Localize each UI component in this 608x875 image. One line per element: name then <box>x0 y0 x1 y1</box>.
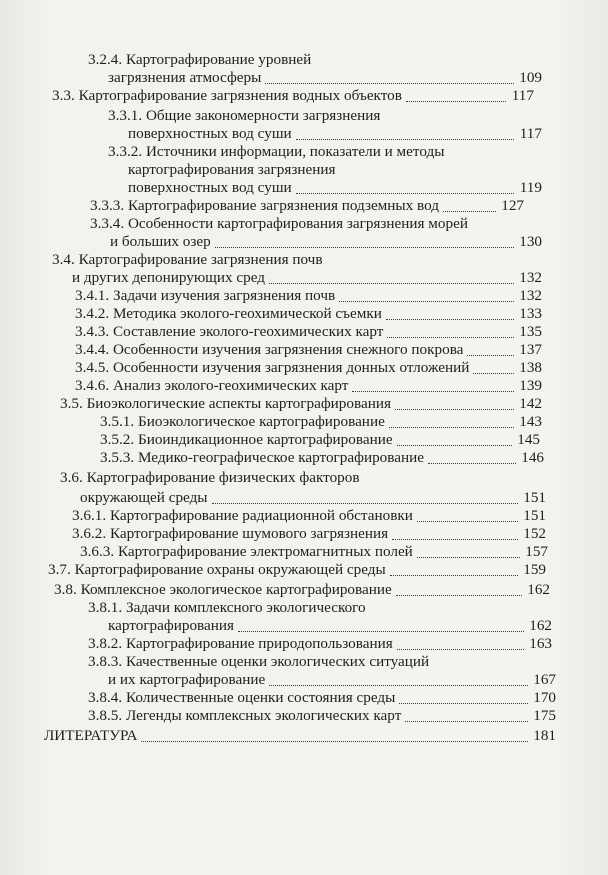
toc-page-number: 175 <box>533 707 556 724</box>
toc-entry-title: 3.5. Биоэкологические аспекты картографирования <box>60 395 391 412</box>
dot-leader <box>405 721 528 722</box>
toc-page-number: 132 <box>519 287 542 304</box>
toc-entry-line <box>60 468 360 488</box>
toc-entry-line <box>72 524 546 544</box>
toc-page-number: 151 <box>523 489 546 506</box>
toc-entry-title: 3.3.4. Особенности картографирования загрязнения морей <box>90 215 468 232</box>
toc-entry-title: окружающей среды <box>80 489 208 506</box>
toc-entry-title: 3.4.5. Особенности изучения загрязнения донных отложений <box>75 359 470 376</box>
toc-entry-line <box>88 706 556 726</box>
toc-entry-line <box>90 214 468 234</box>
toc-entry-title: 3.3.3. Картографирование загрязнения подземных вод <box>90 197 439 214</box>
dot-leader <box>141 741 528 742</box>
toc-entry-line <box>88 634 552 654</box>
dot-leader <box>417 521 518 522</box>
dot-leader <box>395 409 514 410</box>
toc-entry-line <box>88 688 556 708</box>
dot-leader <box>396 595 522 596</box>
toc-entry-line <box>108 142 444 162</box>
toc-entry-line <box>75 358 542 378</box>
toc-entry-title: 3.4.6. Анализ эколого-геохимических карт <box>75 377 349 394</box>
toc-entry-title: 3.4.4. Особенности изучения загрязнения снежного покрова <box>75 341 464 358</box>
toc-entry-line <box>88 652 429 672</box>
toc-entry-title: 3.8.5. Легенды комплексных экологических карт <box>88 707 402 724</box>
toc-entry-title: и других депонирующих сред <box>72 269 265 286</box>
toc-entry-line <box>52 86 534 106</box>
toc-entry-line <box>44 726 556 746</box>
dot-leader <box>352 391 514 392</box>
dot-leader <box>428 463 516 464</box>
toc-entry-line <box>128 124 542 144</box>
toc-page-number: 119 <box>519 179 542 196</box>
dot-leader <box>389 427 514 428</box>
toc-entry-line <box>52 250 323 270</box>
toc-page-number: 159 <box>523 561 546 578</box>
toc-entry-line <box>90 196 524 216</box>
dot-leader <box>387 337 514 338</box>
toc-entry-title: поверхностных вод суши <box>128 179 292 196</box>
toc-entry-line <box>108 670 556 690</box>
toc-entry-line <box>88 50 311 70</box>
dot-leader <box>443 211 496 212</box>
toc-page-number: 143 <box>519 413 542 430</box>
toc-entry-title: 3.5.3. Медико-географическое картографирование <box>100 449 424 466</box>
dot-leader <box>269 283 514 284</box>
toc-page-number: 181 <box>533 727 556 744</box>
toc-entry-line <box>72 506 546 526</box>
toc-page-number: 130 <box>519 233 542 250</box>
toc-page-number: 163 <box>529 635 552 652</box>
dot-leader <box>296 139 514 140</box>
dot-leader <box>238 631 524 632</box>
toc-entry-title: картографирования загрязнения <box>128 161 336 178</box>
dot-leader <box>417 557 520 558</box>
toc-page-number: 142 <box>519 395 542 412</box>
dot-leader <box>339 301 514 302</box>
toc-entry-line <box>75 376 542 396</box>
toc-page-number: 137 <box>519 341 542 358</box>
toc-entry-line <box>54 580 550 600</box>
toc-entry-line <box>108 68 542 88</box>
dot-leader <box>265 83 514 84</box>
toc-entry-title: ЛИТЕРАТУРА <box>44 727 138 744</box>
toc-entry-line <box>100 448 544 468</box>
toc-entry-line <box>80 488 546 508</box>
toc-page-number: 146 <box>521 449 544 466</box>
toc-entry-line <box>110 232 542 252</box>
toc-entry-title: 3.6.2. Картографирование шумового загрязнения <box>72 525 389 542</box>
toc-entry-line <box>108 616 552 636</box>
dot-leader <box>390 575 518 576</box>
toc-entry-line <box>72 268 542 288</box>
dot-leader <box>467 355 514 356</box>
toc-entry-title: 3.7. Картографирование охраны окружающей среды <box>48 561 386 578</box>
toc-entry-title: 3.5.2. Биоиндикационное картографирование <box>100 431 393 448</box>
toc-entry-title: 3.3. Картографирование загрязнения водных объектов <box>52 87 402 104</box>
toc-entry-title: 3.8.4. Количественные оценки состояния среды <box>88 689 396 706</box>
toc-page-number: 109 <box>519 69 542 86</box>
toc-entry-title: 3.8.3. Качественные оценки экологических ситуаций <box>88 653 430 670</box>
toc-page-number: 117 <box>511 87 534 104</box>
toc-entry-title: 3.4.2. Методика эколого-геохимической съемки <box>75 305 382 322</box>
toc-entry-title: загрязнения атмосферы <box>108 69 262 86</box>
toc-entry-title: 3.6. Картографирование физических факторов <box>60 469 360 486</box>
toc-page-number: 170 <box>533 689 556 706</box>
toc-entry-line <box>128 178 542 198</box>
toc-page-number: 117 <box>519 125 542 142</box>
toc-entry-line <box>80 542 548 562</box>
toc-entry-line <box>108 106 380 126</box>
toc-page-number: 127 <box>501 197 524 214</box>
dot-leader <box>386 319 514 320</box>
toc-entry-title: 3.6.3. Картографирование электромагнитных полей <box>80 543 413 560</box>
toc-entry-title: 3.4.1. Задачи изучения загрязнения почв <box>75 287 336 304</box>
toc-entry-line <box>75 322 542 342</box>
toc-entry-title: поверхностных вод суши <box>128 125 292 142</box>
toc-page-number: 162 <box>529 617 552 634</box>
toc-entry-line <box>88 598 366 618</box>
dot-leader <box>473 373 514 374</box>
toc-page-number: 145 <box>517 431 540 448</box>
toc-page-number: 132 <box>519 269 542 286</box>
dot-leader <box>392 539 518 540</box>
toc-entry-title: 3.4. Картографирование загрязнения почв <box>52 251 323 268</box>
toc-entry-line <box>100 412 542 432</box>
toc-page-number: 162 <box>527 581 550 598</box>
toc-page-number: 151 <box>523 507 546 524</box>
toc-entry-title: 3.8. Комплексное экологическое картографирование <box>54 581 392 598</box>
toc-entry-line <box>75 340 542 360</box>
toc-entry-line <box>100 430 540 450</box>
dot-leader <box>399 703 528 704</box>
toc-entry-title: 3.3.1. Общие закономерности загрязнения <box>108 107 381 124</box>
dot-leader <box>215 247 514 248</box>
toc-entry-title: 3.2.4. Картографирование уровней <box>88 51 312 68</box>
dot-leader <box>406 101 506 102</box>
toc-page-number: 157 <box>525 543 548 560</box>
toc-entry-title: 3.6.1. Картографирование радиационной обстановки <box>72 507 413 524</box>
dot-leader <box>212 503 518 504</box>
toc-entry-line <box>75 286 542 306</box>
toc-entry-title: картографирования <box>108 617 234 634</box>
toc-entry-title: 3.5.1. Биоэкологическое картографирование <box>100 413 385 430</box>
toc-page-number: 135 <box>519 323 542 340</box>
toc-page-number: 138 <box>519 359 542 376</box>
toc-entry-title: 3.8.2. Картографирование природопользования <box>88 635 393 652</box>
toc-entry-line <box>60 394 542 414</box>
dot-leader <box>397 445 512 446</box>
dot-leader <box>269 685 528 686</box>
toc-entry-title: 3.4.3. Составление эколого-геохимических карт <box>75 323 384 340</box>
toc-entry-line <box>75 304 542 324</box>
toc-entry-title: 3.3.2. Источники информации, показатели и методы <box>108 143 445 160</box>
toc-entry-title: и их картографирование <box>108 671 266 688</box>
toc-entry-line <box>128 160 335 180</box>
toc-page-number: 133 <box>519 305 542 322</box>
dot-leader <box>296 193 514 194</box>
toc-page-number: 152 <box>523 525 546 542</box>
toc-page-number: 167 <box>533 671 556 688</box>
toc-entry-title: 3.8.1. Задачи комплексного экологического <box>88 599 366 616</box>
toc-entry-line <box>48 560 546 580</box>
toc-entry-title: и больших озер <box>110 233 211 250</box>
toc-page-number: 139 <box>519 377 542 394</box>
dot-leader <box>397 649 524 650</box>
